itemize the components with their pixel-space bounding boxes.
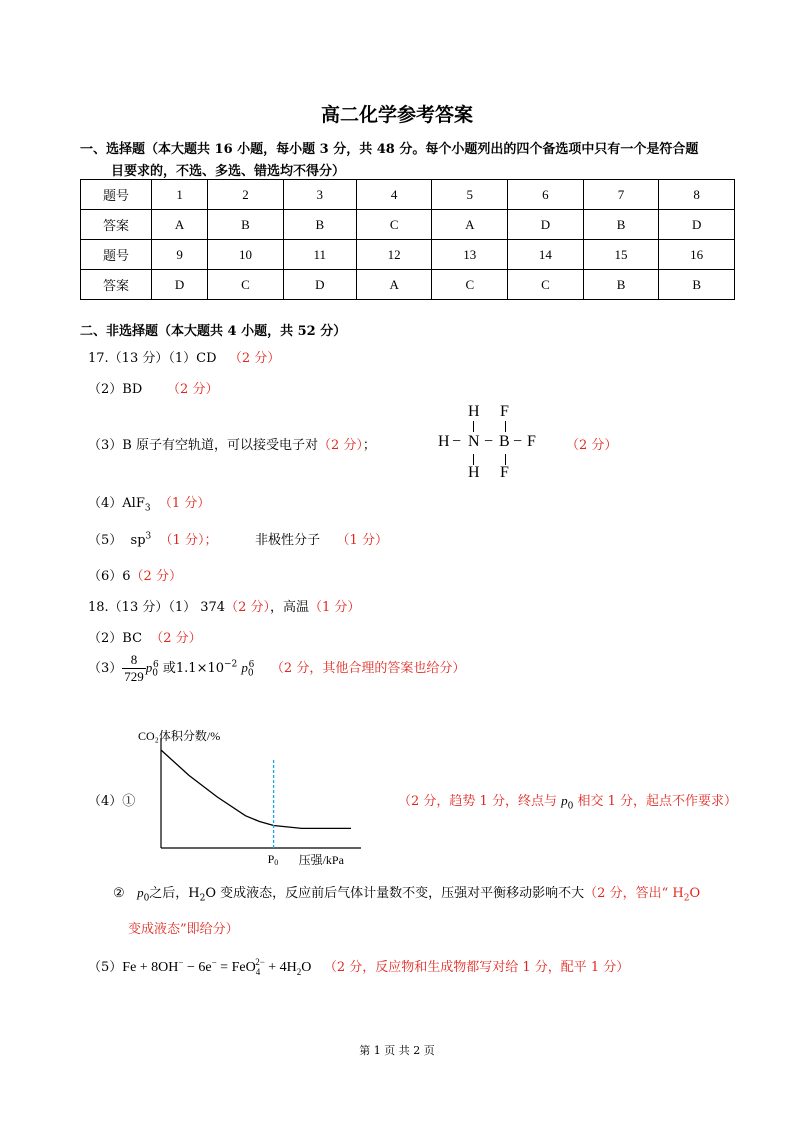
h-bottom: H <box>468 464 480 481</box>
table-cell: 3 <box>283 180 356 210</box>
q17-2-answer: （2）BD <box>88 382 143 397</box>
q17-line4 <box>88 492 210 514</box>
q17-line6 <box>88 565 182 584</box>
q18-4-score-tail: 相交 1 分，起点不作要求） <box>573 794 737 809</box>
q17-1-answer: 17.（13 分）（1）CD <box>88 351 217 366</box>
q17-3-separator: ； <box>362 438 376 453</box>
table-cell: B <box>583 210 659 240</box>
q18-4b-h2o-sub: 2 <box>199 893 206 904</box>
table-cell: C <box>356 210 432 240</box>
x-axis-label: 压强/kPa <box>298 853 344 867</box>
q18-5-equation <box>122 957 312 977</box>
co2-pressure-chart <box>130 722 370 870</box>
q17-6-answer: （6）6 <box>88 569 131 584</box>
table-cell: D <box>659 210 735 240</box>
q18-4-p: p <box>561 793 568 808</box>
eq-sup2: − <box>211 957 217 968</box>
bond-n-h-top <box>473 421 474 432</box>
q18-4b-score-sub: 2 <box>683 893 690 904</box>
table-cell: 7 <box>583 180 659 210</box>
q17-3-score2: （2 分） <box>566 438 618 453</box>
table-cell: 10 <box>208 240 284 270</box>
q18-line3 <box>88 652 465 685</box>
q17-5-score2: （1 分） <box>336 533 388 548</box>
q18-4b-p-sub: 0 <box>143 893 150 904</box>
q18-2-answer: （2）BC <box>88 631 143 646</box>
q18-4-score-text: （2 分，趋势 1 分，终点与 <box>398 794 562 809</box>
eq-sup3: 2− <box>255 957 265 968</box>
q18-3-exp: −2 <box>224 659 238 670</box>
section1-heading-line2: 目要求的，不选、多选、错选均不得分） <box>111 164 346 179</box>
q18-3-p: p <box>145 660 153 675</box>
q18-line1 <box>88 596 360 615</box>
q18-3-p-sup: 6 <box>153 659 159 670</box>
eq-sub3: 4 <box>255 966 261 977</box>
q18-5-score: （2 分，反应物和生成物都写对给 1 分，配平 1 分） <box>323 960 630 975</box>
q17-4-score: （1 分） <box>158 496 211 511</box>
q17-5-sp: sp <box>130 533 146 548</box>
table-cell: 11 <box>283 240 356 270</box>
q18-2-score: （2 分） <box>150 631 202 646</box>
table-cell: C <box>508 270 584 300</box>
fraction-denominator: 729 <box>124 669 144 684</box>
n-atom: N <box>468 433 480 450</box>
table-cell: B <box>583 270 659 300</box>
q17-5-nonpolar: 非极性分子 <box>255 533 321 548</box>
table-cell: B <box>283 210 356 240</box>
row-header-cell: 答案 <box>81 210 152 240</box>
bond-h-n: − <box>452 433 462 450</box>
table-cell: C <box>208 270 284 300</box>
table-cell: 4 <box>356 180 432 210</box>
table-cell: 14 <box>508 240 584 270</box>
table-cell: B <box>659 270 735 300</box>
co2-curve <box>161 750 351 828</box>
q17-6-score: （2 分） <box>130 569 182 584</box>
q18-3-p2: p <box>241 660 248 675</box>
table-row <box>81 180 735 210</box>
b-atom: B <box>499 433 510 450</box>
table-cell: A <box>432 210 508 240</box>
q18-4b-text2: O 变成液态，反应前后气体计量数不变，压强对平衡移动影响不大 <box>205 886 585 901</box>
q18-4b-p: p <box>137 885 144 900</box>
eq-part2: − 6e <box>183 960 212 975</box>
row-header-cell: 答案 <box>81 270 152 300</box>
q18-4b-line2: 变成液态”即给分） <box>128 922 239 937</box>
bond-b-f-top <box>505 421 506 432</box>
q18-3-p2-sub: 0 <box>247 668 254 679</box>
table-cell: 1 <box>152 180 208 210</box>
q17-5-score1: （1 分）； <box>159 533 218 548</box>
lewis-structure <box>436 403 546 483</box>
q17-3-score1: （2 分） <box>317 438 363 453</box>
page-footer: 第 1 页 共 2 页 <box>359 1044 435 1057</box>
table-cell: 12 <box>356 240 432 270</box>
table-cell: 9 <box>152 240 208 270</box>
q18-4b-score1: （2 分，答出“ H <box>584 886 684 901</box>
table-cell: D <box>283 270 356 300</box>
q18-line2 <box>88 627 202 646</box>
q18-1-score2: （1 分） <box>309 600 361 615</box>
table-row <box>81 210 735 240</box>
p0-label-text: P <box>267 852 275 866</box>
f-bottom: F <box>500 464 509 481</box>
table-cell: 13 <box>432 240 508 270</box>
q18-3-p2-sup: 6 <box>248 659 255 670</box>
table-cell: 16 <box>659 240 735 270</box>
y-axis-label: CO₂体积分数/% <box>138 729 221 743</box>
q18-1-condition: ，高温 <box>269 600 309 615</box>
table-cell: 2 <box>208 180 284 210</box>
q17-5-sup: 3 <box>145 531 152 542</box>
q18-3-score: （2 分，其他合理的答案也给分） <box>270 661 466 676</box>
bond-n-b: − <box>484 433 494 450</box>
q17-2-score: （2 分） <box>167 382 219 397</box>
eq-sub4: 2 <box>296 966 302 977</box>
q17-line2 <box>88 378 218 397</box>
h-left: H <box>438 433 450 450</box>
q18-4-score <box>398 790 737 812</box>
p0-label-sub: 0 <box>274 858 279 867</box>
q17-4-sub: 3 <box>144 503 151 514</box>
eq-sup1: − <box>178 957 184 968</box>
q18-3-alt: 或1.1×10 <box>162 661 224 676</box>
p0-label <box>268 852 279 867</box>
section2-heading: 二、非选择题（本大题共 4 小题，共 52 分） <box>80 324 347 339</box>
q18-4b-text1: 之后，H <box>149 886 200 901</box>
eq-part4: + 4H <box>264 960 297 975</box>
q18-4b-marker: ② <box>113 886 125 901</box>
q18-5-label: （5） <box>88 960 123 975</box>
table-row <box>81 240 735 270</box>
q17-line1 <box>88 347 280 366</box>
q18-1-score1: （2 分） <box>225 600 270 615</box>
q17-4-answer: （4）AlF <box>88 496 145 511</box>
q18-3-p-sub: 0 <box>152 668 159 679</box>
q17-line3 <box>88 434 376 453</box>
q17-line5 <box>88 529 217 548</box>
table-cell: A <box>152 210 208 240</box>
table-cell: A <box>356 270 432 300</box>
table-cell: B <box>208 210 284 240</box>
table-cell: 5 <box>432 180 508 210</box>
table-cell: D <box>152 270 208 300</box>
eq-part3: = FeO <box>216 960 256 975</box>
q18-4b-score2: O <box>689 886 701 901</box>
table-cell: D <box>508 210 584 240</box>
q18-5-line <box>88 956 629 977</box>
f-right: F <box>527 433 536 450</box>
answer-table <box>80 179 735 300</box>
q18-4b-line1 <box>113 882 700 904</box>
section1-heading-line1: 一、选择题（本大题共 16 小题，每小题 3 分，共 48 分。每个小题列出的四个备选项中只有一个是符合题 <box>80 142 699 157</box>
q18-4-label: （4）① <box>88 794 136 809</box>
row-header-cell: 题号 <box>81 180 152 210</box>
q17-3-answer: （3）B 原子有空轨道，可以接受电子对 <box>88 438 318 453</box>
page-title: 高二化学参考答案 <box>320 104 473 126</box>
q18-3-label: （3） <box>88 661 123 676</box>
q17-5-label: （5） <box>88 533 123 548</box>
row-header-cell: 题号 <box>81 240 152 270</box>
q18-3-fraction <box>122 652 146 685</box>
table-cell: 8 <box>659 180 735 210</box>
table-cell: 15 <box>583 240 659 270</box>
bond-b-f: − <box>513 433 523 450</box>
q17-1-score: （2 分） <box>228 351 281 366</box>
q18-4-p-sub: 0 <box>567 801 574 812</box>
eq-part1: Fe + 8OH <box>122 960 179 975</box>
fraction-numerator: 8 <box>122 652 146 669</box>
table-row <box>81 270 735 300</box>
table-cell: 6 <box>508 180 584 210</box>
table-cell: C <box>432 270 508 300</box>
f-top: F <box>500 403 509 420</box>
q17-5-nonpolar-line <box>255 529 388 548</box>
q18-1-answer: 18.（13 分）（1） 374 <box>88 600 226 615</box>
eq-part5: O <box>301 960 312 975</box>
h-top: H <box>468 403 480 420</box>
